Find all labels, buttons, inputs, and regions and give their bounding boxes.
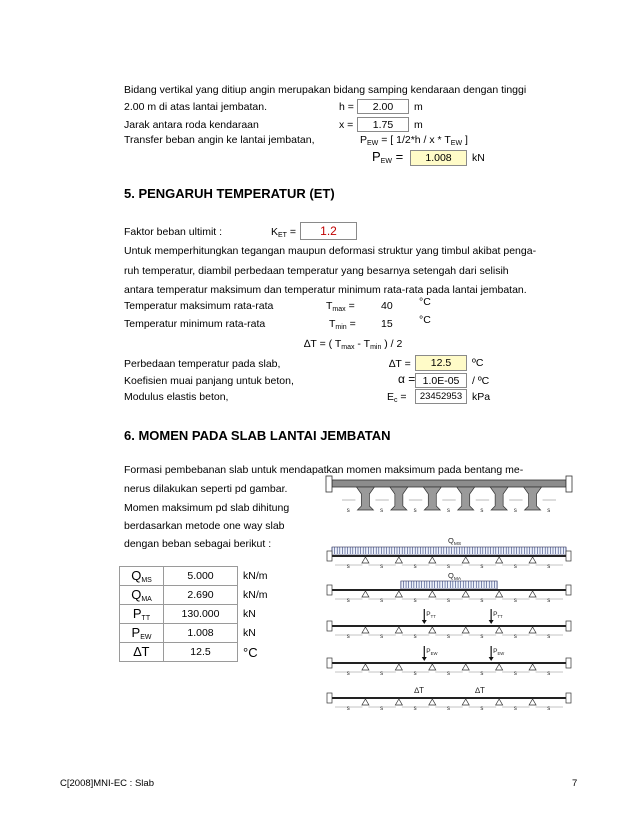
load-value: 130.000: [164, 605, 238, 624]
span-label: s: [480, 671, 484, 677]
span-label: s: [513, 564, 517, 570]
span-label: s: [413, 564, 417, 570]
support-triangle: [429, 699, 436, 705]
fixed-end: [327, 658, 332, 668]
dt-value: 12.5: [415, 355, 467, 371]
section5-p3: antara temperatur maksimum dan temperatur minimum rata-rata pada lantai jembatan.: [124, 284, 527, 296]
load-unit: kN/m: [243, 570, 268, 582]
span-label: s: [547, 671, 551, 677]
span-label: s: [480, 634, 484, 640]
fixed-end: [566, 693, 571, 703]
span-label: s: [346, 634, 350, 640]
load-value: 1.008: [164, 624, 238, 643]
support-triangle: [429, 591, 436, 597]
tmax-label: Temperatur maksimum rata-rata: [124, 300, 274, 312]
point-load-head: [489, 620, 494, 624]
factor-label: Faktor beban ultimit :: [124, 226, 223, 238]
x-unit: m: [414, 119, 423, 131]
section5-title: 5. PENGARUH TEMPERATUR (ET): [124, 186, 335, 201]
table-row: [120, 624, 297, 643]
support-triangle: [395, 627, 402, 633]
alpha-value: 1.0E-05: [415, 373, 467, 388]
tmin-symbol: $T_{min}$ =: [329, 318, 356, 331]
pew-value: 1.008: [410, 150, 467, 166]
girder-section: [457, 487, 475, 510]
load-symbol: $P_{EW}$: [120, 624, 164, 643]
span-label: s: [513, 508, 517, 514]
girder-section: [423, 487, 441, 510]
span-label: s: [380, 564, 384, 570]
section6-p1: Formasi pembebanan slab untuk mendapatkan momen maksimum pada bentang me-: [124, 464, 524, 476]
span-label: s: [447, 671, 450, 677]
span-label: s: [380, 508, 384, 514]
support-triangle: [362, 664, 369, 670]
fixed-end: [566, 585, 571, 595]
h-value: 2.00: [357, 99, 409, 114]
factor-value: 1.2: [300, 222, 357, 240]
wind-text-line1: Bidang vertikal yang ditiup angin merupakan bidang samping kendaraan dengan tinggi: [124, 84, 527, 96]
alpha-unit: / ºC: [472, 375, 490, 387]
dt-unit: ºC: [472, 357, 484, 369]
support-triangle: [429, 627, 436, 633]
span-label: s: [447, 564, 450, 570]
span-label: s: [380, 598, 384, 604]
table-row: [120, 567, 297, 586]
section5-p1: Untuk memperhitungkan tegangan maupun deformasi struktur yang timbul akibat penga-: [124, 245, 537, 257]
span-label: s: [513, 634, 517, 640]
span-label: s: [480, 508, 484, 514]
section6-p2: nerus dilakukan seperti pd gambar.: [124, 483, 288, 495]
support-triangle: [462, 664, 469, 670]
alpha-label: Koefisien muai panjang untuk beton,: [124, 375, 294, 387]
span-label: s: [547, 598, 551, 604]
point-load-label: $P_{EW}$: [493, 648, 505, 656]
load-symbol: $Q_{MA}$: [120, 586, 164, 605]
support-triangle: [529, 557, 536, 563]
span-label: s: [480, 706, 484, 712]
support-triangle: [395, 591, 402, 597]
support-triangle: [429, 664, 436, 670]
load-symbol: $Q_{MS}$: [120, 567, 164, 586]
ec-label: Modulus elastis beton,: [124, 391, 229, 403]
tmax-unit: °C: [419, 296, 431, 308]
span-label: s: [447, 706, 450, 712]
section6-title: 6. MOMEN PADA SLAB LANTAI JEMBATAN: [124, 428, 391, 443]
section6-p3: Momen maksimum pd slab dihitung: [124, 502, 290, 514]
span-label: s: [346, 598, 350, 604]
support-triangle: [496, 591, 503, 597]
support-triangle: [362, 699, 369, 705]
support-triangle: [529, 699, 536, 705]
span-label: s: [547, 706, 551, 712]
support-triangle: [496, 664, 503, 670]
ec-unit: kPa: [472, 391, 491, 403]
load-unit: kN: [243, 627, 256, 639]
girder-section: [390, 487, 408, 510]
tmin-label: Temperatur minimum rata-rata: [124, 318, 266, 330]
support-triangle: [362, 557, 369, 563]
span-label: s: [447, 508, 450, 514]
dt-symbol: ∆T =: [389, 358, 411, 370]
support-triangle: [496, 699, 503, 705]
load-unit: kN: [243, 608, 256, 620]
tmax-symbol: $T_{max}$ =: [326, 300, 355, 313]
load-unit: kN/m: [243, 589, 268, 601]
span-label: s: [447, 598, 450, 604]
span-label: s: [480, 598, 484, 604]
wind-text-line2: 2.00 m di atas lantai jembatan.: [124, 101, 268, 113]
x-value: 1.75: [357, 117, 409, 132]
section6-p5: dengan beban sebagai berikut :: [124, 538, 272, 550]
span-label: s: [346, 508, 350, 514]
footer-doc-id: C[2008]MNI-EC : Slab: [60, 778, 154, 789]
fixed-end: [327, 551, 332, 561]
point-load-head: [422, 620, 427, 624]
fixed-end: [327, 621, 332, 631]
support-triangle: [496, 627, 503, 633]
load-value: 2.690: [164, 586, 238, 605]
table-row: [120, 605, 297, 624]
support-triangle: [529, 627, 536, 633]
support-triangle: [429, 557, 436, 563]
support-triangle: [496, 557, 503, 563]
span-label: s: [380, 671, 384, 677]
span-label: s: [513, 671, 517, 677]
tmin-value: 15: [381, 318, 393, 330]
tmin-unit: °C: [419, 314, 431, 326]
load-symbol: ∆T: [120, 643, 164, 662]
support-triangle: [395, 557, 402, 563]
alpha-symbol: α =: [398, 372, 416, 386]
support-triangle: [462, 591, 469, 597]
support-triangle: [462, 699, 469, 705]
wind-formula: $P_{EW}$ = [ 1/2*h / x * $T_{EW}$ ]: [360, 134, 468, 147]
span-label: s: [513, 598, 517, 604]
support-triangle: [462, 627, 469, 633]
ec-symbol: $E_c$ =: [387, 391, 407, 404]
delta-t-label: ∆T: [475, 686, 485, 695]
h-label: h =: [339, 101, 354, 113]
load-unit: °C: [243, 644, 258, 660]
span-label: s: [413, 508, 417, 514]
span-label: s: [413, 634, 417, 640]
point-load-head: [422, 657, 427, 661]
fixed-end: [327, 585, 332, 595]
section5-p2: ruh temperatur, diambil perbedaan temperatur yang besarnya setengah dari selisih: [124, 265, 509, 277]
span-label: s: [447, 634, 450, 640]
fixed-end: [566, 658, 571, 668]
section6-p4: berdasarkan metode one way slab: [124, 520, 285, 532]
span-label: s: [346, 706, 350, 712]
span-label: s: [413, 706, 417, 712]
end-post: [326, 476, 332, 492]
dt-label: Perbedaan temperatur pada slab,: [124, 358, 281, 370]
support-triangle: [362, 591, 369, 597]
slab-load-diagram: [318, 470, 578, 730]
pew-unit: kN: [472, 152, 485, 164]
ec-value: 23452953: [415, 389, 467, 404]
support-triangle: [395, 699, 402, 705]
pew-label: $P_{EW}$ =: [372, 149, 404, 165]
dt-formula: ∆T = ( $T_{max} - T_{min}$ ) / 2: [304, 338, 403, 351]
support-triangle: [529, 591, 536, 597]
span-label: s: [513, 706, 517, 712]
x-label: x =: [339, 119, 354, 131]
delta-t-label: ∆T: [414, 686, 425, 695]
page-number: 7: [572, 778, 578, 789]
point-load-label: $P_{TT}$: [493, 611, 503, 619]
point-load-head: [489, 657, 494, 661]
tmax-value: 40: [381, 300, 393, 312]
end-post: [566, 476, 572, 492]
fixed-end: [327, 693, 332, 703]
span-label: s: [413, 598, 417, 604]
load-value: 12.5: [164, 643, 238, 662]
qma-label: $Q_{MA}$: [448, 571, 462, 582]
span-label: s: [547, 508, 551, 514]
girder-section: [490, 487, 508, 510]
support-triangle: [462, 557, 469, 563]
load-value: 5.000: [164, 567, 238, 586]
support-triangle: [362, 627, 369, 633]
qms-label: $Q_{MS}$: [448, 536, 462, 547]
load-symbol: $P_{TT}$: [120, 605, 164, 624]
girder-section: [356, 487, 374, 510]
table-row: [120, 586, 297, 605]
span-label: s: [346, 564, 350, 570]
wind-text-line3: Jarak antara roda kendaraan: [124, 119, 259, 131]
wind-text-line4: Transfer beban angin ke lantai jembatan,: [124, 134, 315, 146]
point-load-label: $P_{EW}$: [426, 648, 438, 656]
load-table: [119, 566, 297, 662]
span-label: s: [380, 634, 384, 640]
table-row: [120, 643, 297, 662]
span-label: s: [413, 671, 417, 677]
support-triangle: [529, 664, 536, 670]
h-unit: m: [414, 101, 423, 113]
factor-symbol: $K_{ET}$ =: [271, 226, 297, 239]
span-label: s: [480, 564, 484, 570]
qma-load-area: [401, 581, 497, 589]
fixed-end: [566, 551, 571, 561]
span-label: s: [547, 564, 551, 570]
span-label: s: [346, 671, 350, 677]
deck-slab: [332, 480, 566, 487]
point-load-label: $P_{TT}$: [426, 611, 436, 619]
span-label: s: [547, 634, 551, 640]
fixed-end: [566, 621, 571, 631]
support-triangle: [395, 664, 402, 670]
girder-section: [524, 487, 542, 510]
span-label: s: [380, 706, 384, 712]
